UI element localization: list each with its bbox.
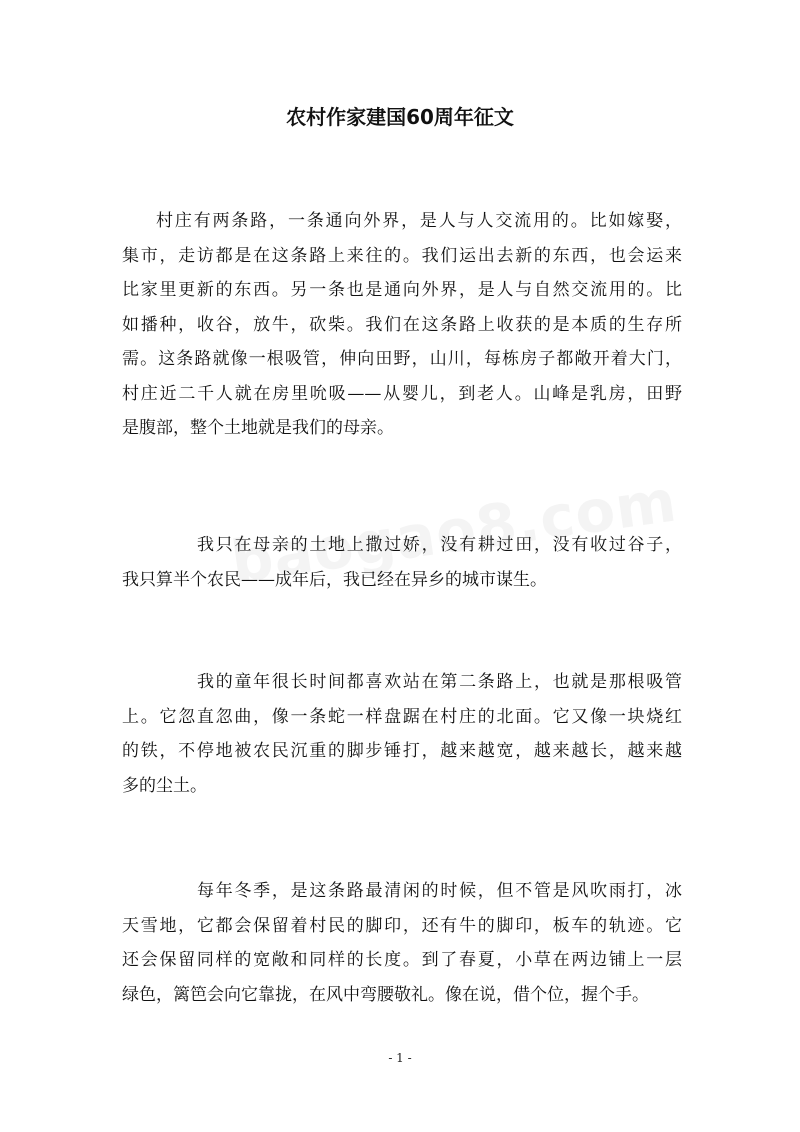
paragraph-1 xyxy=(122,204,682,446)
paragraph-2 xyxy=(122,528,682,597)
text-line: 每年冬季，是这条路最清闲的时候，但不管是风吹雨打，冰 xyxy=(197,881,682,901)
text-line: 天雪地，它都会保留着村民的脚印，还有牛的脚印，板车的轨迹。它 xyxy=(122,915,682,936)
text-line: 我只算半个农民——成年后，我已经在异乡的城市谋生。 xyxy=(122,569,547,590)
text-line: 村庄有两条路，一条通向外界，是人与人交流用的。比如嫁娶， xyxy=(156,211,682,231)
paragraph-4 xyxy=(122,874,682,1012)
text-line: 的铁，不停地被农民沉重的脚步锤打，越来越宽，越来越长，越来越 xyxy=(122,741,682,761)
text-line: 上。它忽直忽曲，像一条蛇一样盘踞在村庄的北面。它又像一块烧红 xyxy=(122,706,682,727)
text-line: 我只在母亲的土地上撒过娇，没有耕过田，没有收过谷子， xyxy=(197,535,682,555)
page-number: - 1 - xyxy=(388,1051,412,1065)
text-line: 还会保留同样的宽敞和同样的长度。到了春夏，小草在两边铺上一层 xyxy=(122,950,682,970)
text-line: 集市，走访都是在这条路上来往的。我们运出去新的东西，也会运来 xyxy=(122,245,682,266)
text-line: 绿色，篱笆会向它靠拢，在风中弯腰敬礼。像在说，借个位，握个手。 xyxy=(122,984,649,1005)
text-line: 需。这条路就像一根吸管，伸向田野，山川，每栋房子都敞开着大门， xyxy=(122,349,682,369)
text-line: 我的童年很长时间都喜欢站在第二条路上，也就是那根吸管 xyxy=(197,672,682,692)
document-title: 农村作家建国60周年征文 xyxy=(286,105,514,129)
text-line: 多的尘土。 xyxy=(122,775,207,796)
text-line: 比家里更新的东西。另一条也是通向外界，是人与自然交流用的。比 xyxy=(122,280,682,300)
text-line: 村庄近二千人就在房里吮吸——从婴儿，到老人。山峰是乳房，田野 xyxy=(122,383,682,404)
paragraph-3 xyxy=(122,665,682,803)
text-line: 是腹部，整个土地就是我们的母亲。 xyxy=(122,418,394,438)
text-line: 如播种，收谷，放牛，砍柴。我们在这条路上收获的是本质的生存所 xyxy=(122,314,682,335)
